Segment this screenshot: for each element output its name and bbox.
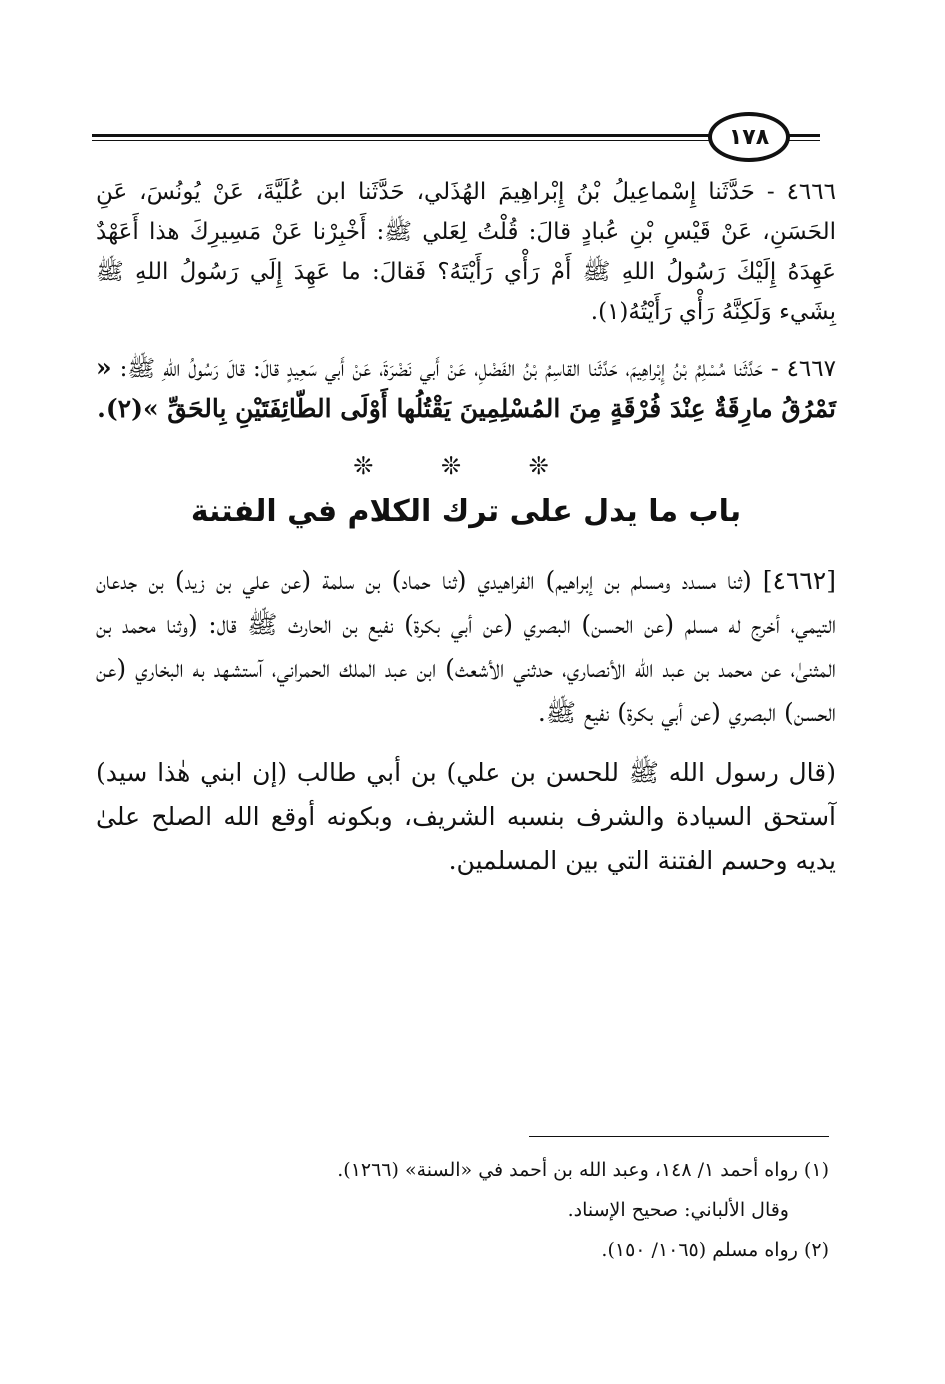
chapter-title: باب ما يدل على ترك الكلام في الفتنة — [190, 494, 742, 529]
page-body — [96, 172, 836, 899]
hadith-matn: « تَمْرُقُ مارِقَةٌ عِنْدَ فُرْقَةٍ مِنَ المُسْلِمِينَ يَقْتُلُها أَوْلَى الطّائِفَتَيْنِ بِالحَقِّ »(٢). — [96, 353, 836, 423]
page-header — [92, 112, 820, 166]
hadith-4666: ٤٦٦٦ - حَدَّثَنا إِسْماعِيلُ بْنُ إِبْراهِيمَ الهُذَلي، حَدَّثَنا ابن عُلَيَّةَ، عَنْ يُونُسَ، عَنِ الحَسَنِ، عَنْ قَيْسِ بْنِ عُبادٍ قالَ: قُلْتُ لِعَلي ﷺ: أَخْبِرْنا عَنْ مَسِيرِكَ هذا أَعَهْدٌ عَهِدَهُ إِلَيْكَ رَسُولُ اللهِ ﷺ أَمْ رَأْي رَأَيْتَهُ؟ فَقالَ: ما عَهِدَ إِلَي رَسُولُ اللهِ ﷺ بِشَيء وَلَكِنَّهُ رَأْي رَأَيْتُهُ(١). — [96, 179, 836, 325]
hadith-isnad: ٤٦٦٧ - حَدَّثَنا مُسْلِمُ بْنُ إِبْراهِيمَ، حَدَّثَنا القاسِمُ بْنُ الفَضْلِ، عَنْ أَبي نَضْرَةَ، عَنْ أَبي سَعِيدٍ قالَ: قالَ رَسُولُ اللهِ ﷺ: — [119, 356, 836, 382]
commentary-paragraph: [٤٦٦٢] (ثنا مسدد ومسلم بن إبراهيم) الفراهيدي (ثنا حماد) بن سلمة (عن علي بن زيد) بن جدعان التيمي، أخرج له مسلم (عن الحسن) البصري (عن أبي بكرة) نفيع بن الحارث ﷺ قال: (وثنا محمد بن المثنىٰ، عن محمد بن عبد الله الأنصاري، حدثني الأشعث) ابن عبد الملك الحمراني، آستشهد به البخاري (عن الحسن) البصري (عن أبي بكرة) نفيع ﷺ. — [96, 566, 836, 727]
footnote-rule — [529, 1136, 829, 1137]
footnote-1-continued: وقال الألباني: صحيح الإسناد. — [567, 1199, 789, 1221]
footnotes — [109, 1150, 829, 1270]
header-rule — [92, 134, 710, 137]
commentary-paragraph: (قال رسول الله ﷺ للحسن بن علي) بن أبي طالب (إن ابني هٰذا سيد) آستحق السيادة والشرف بنسبه الشريف، وبكونه أوقع الله الصلح علىٰ يديه وحسم الفتنة التي بين المسلمين. — [96, 758, 836, 875]
footnote-1: (١) رواه أحمد ١/ ١٤٨، وعبد الله بن أحمد في «السنة» (١٢٦٦). — [337, 1159, 829, 1181]
footnote-2: (٢) رواه مسلم (١٠٦٥/ ١٥٠). — [601, 1239, 829, 1261]
page-number: ١٧٨ — [708, 112, 790, 162]
hadith-4667 — [96, 348, 836, 430]
header-rule-thin — [92, 140, 710, 141]
section-separator: ❊ ❊ ❊ — [353, 452, 579, 480]
